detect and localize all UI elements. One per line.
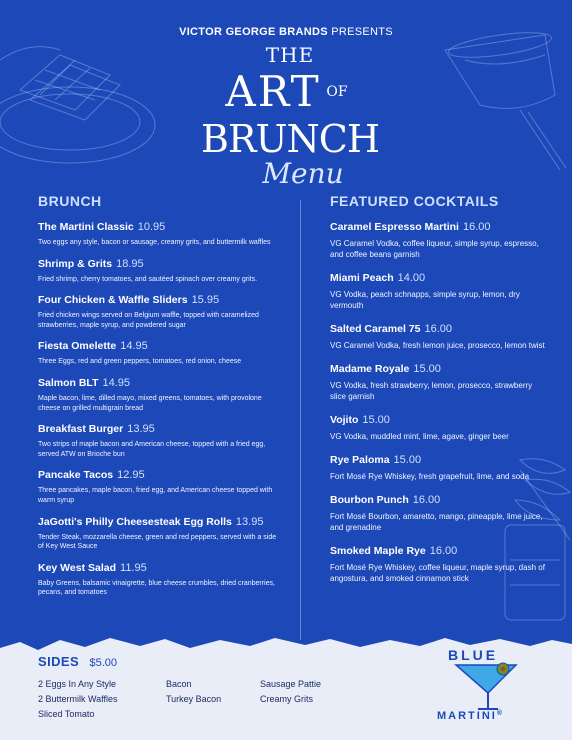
side-item: 2 Eggs In Any Style [38,679,117,689]
brunch-item-price: 11.95 [120,561,147,574]
presents-text: PRESENTS [331,26,393,38]
cocktails-item-title [330,413,550,427]
cocktails-item [330,413,550,442]
brunch-item-price: 10.95 [137,221,166,233]
cocktails-item [330,544,550,584]
brunch-item-description: Fried shrimp, cherry tomatoes, and sautéed spinach over creamy grits. [38,275,258,283]
brunch-list [38,220,278,598]
brunch-item [38,220,278,248]
brunch-item-name: Fiesta Omelette [38,340,117,353]
cocktails-item-title [330,453,550,467]
brunch-item [38,339,278,367]
cocktails-item [330,271,550,311]
cocktails-item [330,322,550,351]
logo-word-blue: BLUE [448,647,499,663]
brunch-item-title [38,339,278,353]
title-menu: Menu [262,157,344,190]
sides-list [38,679,368,729]
title-art: ART [225,67,321,116]
brunch-item [38,561,278,598]
brunch-item-price: 14.95 [120,340,148,353]
cocktails-item-name: Salted Caramel 75 [330,323,421,335]
presenter-line [0,26,572,38]
cocktails-item-price: 16.00 [424,323,452,335]
cocktails-item-name: Rye Paloma [330,454,390,466]
brunch-item-description: Two eggs any style, bacon or sausage, creamy grits, and buttermilk waffles [38,239,271,246]
cocktail-list [330,220,550,584]
brunch-item-description: Three Eggs, red and green peppers, tomatoes, red onion, cheese [38,358,242,366]
brunch-heading: BRUNCH [38,193,102,209]
cocktails-item-name: Caramel Espresso Martini [330,221,459,233]
side-item: Sausage Pattie [260,679,322,689]
sides-header [38,653,368,671]
brunch-item-description: Two strips of maple bacon and American cheese, topped with a fried egg, served ATW on Brioche bun [38,441,266,458]
brunch-item-name: The Martini Classic [38,221,134,233]
cocktails-item-name: Vojito [330,414,359,426]
cocktails-item-price: 15.00 [413,363,441,375]
cocktails-item-description: Fort Mosé Rye Whiskey, fresh grapefruit, lime, and soda [330,472,530,481]
brunch-item-description: Three pancakes, maple bacon, fried egg, and American cheese topped with warm syrup [38,487,273,504]
side-item: Bacon [166,679,192,689]
cocktails-item-price: 15.00 [393,454,422,466]
brand-name: VICTOR GEORGE BRANDS [179,26,328,38]
brunch-item-title [38,220,278,234]
cocktails-item-description: VG Vodka, peach schnapps, simple syrup, lemon, dry vermouth [330,290,520,310]
cocktails-item-description: VG Caramel Vodka, fresh lemon juice, prosecco, lemon twist [330,341,545,350]
sides-section [38,653,368,729]
brunch-item-name: Key West Salad [38,561,117,574]
cocktails-item-price: 16.00 [412,494,441,506]
cocktails-item-description: VG Caramel Vodka, coffee liqueur, simple syrup, espresso, and coffee beans garnish [330,239,539,259]
cocktails-item-price: 16.00 [429,545,458,557]
brunch-item-title [38,515,278,529]
cocktails-item-title [330,220,550,234]
brunch-item-name: Shrimp & Grits [38,257,113,270]
brunch-item-title [38,422,278,436]
brunch-item-price: 13.95 [127,423,155,436]
logo-word-martini [437,710,504,722]
cocktails-item-name: Bourbon Punch [330,494,409,506]
cocktails-item-name: Madame Royale [330,363,410,375]
cocktails-item-title [330,322,550,336]
cocktails-item [330,453,550,482]
brunch-item-title [38,468,278,482]
cocktails-item-description: Fort Mosé Rye Whiskey, coffee liqueur, maple syrup, dash of angostura, and smoked cinnamon stick [330,563,545,583]
brunch-item-description: Maple bacon, lime, dilled mayo, mixed greens, tomatoes, with provolone cheese on grilled multigrain bread [38,394,262,412]
side-item: 2 Buttermilk Waffles [38,694,118,704]
brunch-item-name: Salmon BLT [38,376,99,389]
menu-title [195,40,385,192]
brunch-item-description: Fried chicken wings served on Belgium waffle, topped with caramelized strawberries, maple syrup, and powdered sugar [38,312,259,329]
brunch-item-name: Pancake Tacos [38,469,114,482]
side-item: Sliced Tomato [38,709,95,719]
side-item: Turkey Bacon [166,694,222,704]
brunch-item-name: Four Chicken & Waffle Sliders [38,294,188,307]
cocktails-item-title [330,271,550,285]
waffle-plate-icon [0,47,155,163]
sides-price: $5.00 [89,657,117,669]
brunch-item-price: 18.95 [116,257,144,270]
brunch-item [38,515,278,552]
cocktails-item-title [330,493,550,507]
brunch-item-description: Tender Steak, mozzarella cheese, green and red peppers, served with a side of Key West Sauce [38,533,277,551]
cocktails-item-description: VG Vodka, muddled mint, lime, agave, ginger beer [330,432,509,441]
brunch-item-price: 15.95 [191,294,220,307]
cocktails-item-description: VG Vodka, fresh strawberry, lemon, prosecco, strawberry slice garnish [330,381,533,401]
cocktails-item [330,220,550,260]
cocktails-item-price: 14.00 [397,272,426,284]
brunch-item-title [38,293,278,307]
cocktails-item [330,362,550,402]
brunch-item-price: 13.95 [235,515,264,528]
brunch-item-price: 12.95 [117,469,145,482]
brunch-item [38,376,278,413]
cocktails-item [330,493,550,533]
brunch-item-title [38,561,278,575]
cocktails-item-price: 16.00 [462,221,491,233]
logo-martini-text: MARTINI [437,710,497,722]
cocktails-heading: FEATURED COCKTAILS [330,193,499,209]
brunch-item-title [38,257,278,271]
brunch-item [38,257,278,285]
cocktails-item-description: Fort Mosé Bourbon, amaretto, mango, pineapple, lime juice, and grenadine [330,512,543,532]
brunch-item-description: Baby Greens, balsamic vinaigrette, blue cheese crumbles, dried cranberries, pecans, and tomatoes [38,579,275,597]
brunch-item [38,468,278,505]
title-of: OF [326,84,348,100]
sides-heading: SIDES [38,654,80,669]
registered-mark: ® [496,710,504,717]
martini-glass-icon [456,663,516,709]
cocktails-item-price: 15.00 [362,414,390,426]
side-item: Creamy Grits [260,694,314,704]
brunch-item [38,293,278,330]
brunch-item [38,422,278,459]
brunch-section [38,193,278,607]
cocktails-item-name: Miami Peach [330,272,394,284]
column-divider [300,200,301,640]
champagne-glass-icon [445,28,566,170]
cocktails-item-title [330,544,550,558]
brunch-item-name: JaGotti's Philly Cheesesteak Egg Rolls [38,515,232,528]
brunch-item-name: Breakfast Burger [38,423,124,436]
title-brunch: BRUNCH [200,117,380,161]
cocktails-item-title [330,362,550,376]
cocktails-section [330,193,550,595]
brunch-item-title [38,376,278,390]
cocktails-item-name: Smoked Maple Rye [330,545,426,557]
title-the: THE [265,43,315,67]
brunch-item-price: 14.95 [102,376,131,389]
